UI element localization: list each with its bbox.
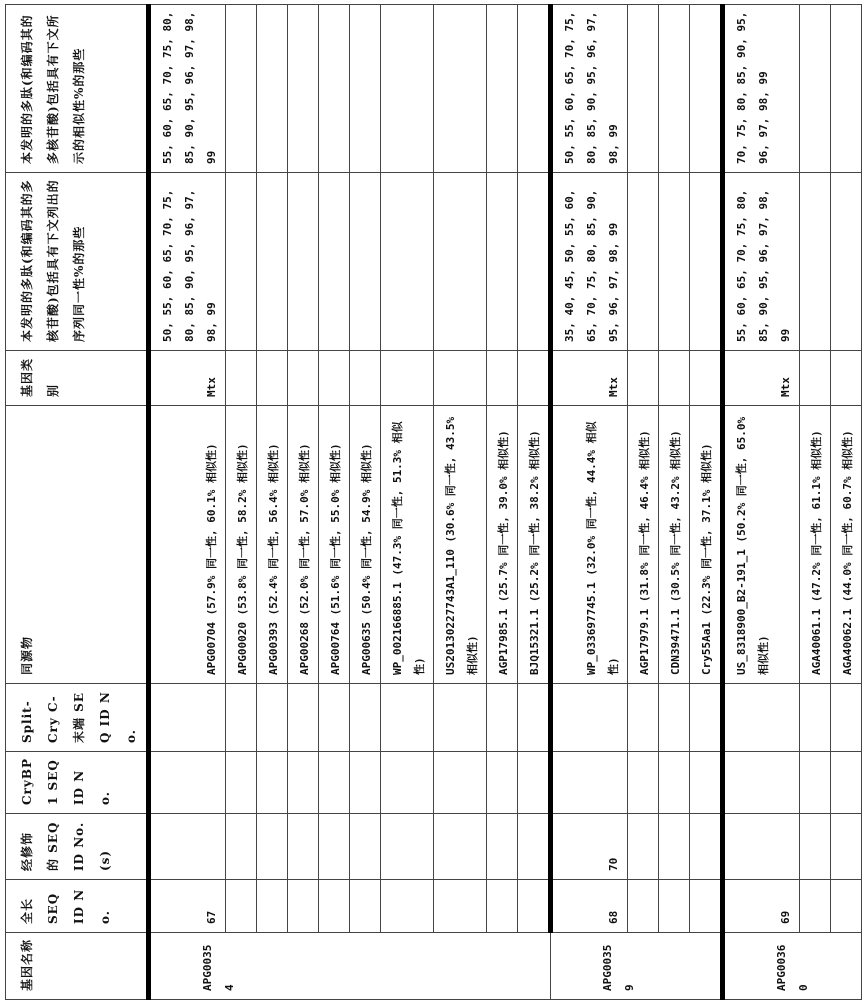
homolog: US_8318900_B2-191_1 (50.2% 同一性, 65.0% 相似性) — [723, 406, 800, 684]
homolog: US20130227743A1_110 (30.6% 同一性, 43.5% 相似性) — [434, 406, 487, 684]
homolog: APG00635 (50.4% 同一性, 54.9% 相似性) — [350, 406, 381, 684]
gene-name-text: APG00359 — [601, 944, 636, 991]
full-seq-id: 67 — [149, 880, 226, 933]
homolog: APG00704 (57.9% 同一性, 60.1% 相似性) — [149, 406, 226, 684]
table-row — [831, 5, 862, 1000]
similarity-values: 50, 55, 60, 65, 70, 75, 80, 85, 90, 95, 96, 97, 98, 99 — [551, 5, 628, 173]
table-row — [723, 5, 800, 1000]
modified-seq-id — [723, 814, 800, 880]
table-row — [800, 5, 831, 1000]
gene-name-text: APG00354 — [201, 944, 236, 991]
header-row — [6, 5, 149, 1000]
gene-name-text: APG00360 — [775, 944, 810, 991]
split-cry-seq-id — [149, 684, 226, 752]
table-row — [518, 5, 551, 1000]
homolog: AGP17979.1 (31.8% 同一性, 46.4% 相似性) — [628, 406, 659, 684]
similarity-values: 70, 75, 80, 85, 90, 95, 96, 97, 98, 99 — [723, 5, 800, 173]
split-cry-seq-id — [723, 684, 800, 752]
header-modified-seq-id: 经修饰的 SEQID No. (s) — [6, 814, 149, 880]
homolog: WP_033697745.1 (32.0% 同一性, 44.4% 相似性) — [551, 406, 628, 684]
gene-class: Mtx — [551, 351, 628, 406]
modified-seq-id — [149, 814, 226, 880]
homolog: AGA40061.1 (47.2% 同一性, 61.1% 相似性) — [800, 406, 831, 684]
header-identity: 本发明的多肽(和编码其的多核苷酸)包括具有下文列出的序列同一性%的那些 — [6, 173, 149, 351]
header-gene-class: 基因类别 — [6, 351, 149, 406]
table-row — [319, 5, 350, 1000]
header-crybp1-seq-id: CryBP1 SEQ ID No. — [6, 752, 149, 814]
homolog: APG00764 (51.6% 同一性, 55.0% 相似性) — [319, 406, 350, 684]
homolog: CDN39471.1 (30.5% 同一性, 43.2% 相似性) — [659, 406, 690, 684]
identity-values: 50, 55, 60, 65, 70, 75, 80, 85, 90, 95, 96, 97, 98, 99 — [149, 173, 226, 351]
crybp1-seq-id — [723, 752, 800, 814]
homolog: APG00393 (52.4% 同一性, 56.4% 相似性) — [257, 406, 288, 684]
table-row — [659, 5, 690, 1000]
homolog: WP_002166885.1 (47.3% 同一性, 51.3% 相似性) — [381, 406, 434, 684]
gene-name — [551, 933, 723, 1000]
table-row — [257, 5, 288, 1000]
gene-name — [723, 933, 862, 1000]
homolog: APG00268 (52.0% 同一性, 57.0% 相似性) — [288, 406, 319, 684]
similarity-values: 55, 60, 65, 70, 75, 80, 85, 90, 95, 96, 97, 98, 99 — [149, 5, 226, 173]
homolog: BJQ15321.1 (25.2% 同一性, 38.2% 相似性) — [518, 406, 551, 684]
modified-seq-id: 70 — [551, 814, 628, 880]
table-row — [434, 5, 487, 1000]
table-row — [551, 5, 628, 1000]
gene-class: Mtx — [723, 351, 800, 406]
table-row — [350, 5, 381, 1000]
header-full-seq-id: 全长 SEQ ID No. — [6, 880, 149, 933]
homolog: AGA40062.1 (44.0% 同一性, 60.7% 相似性) — [831, 406, 862, 684]
gene-class: Mtx — [149, 351, 226, 406]
header-similarity: 本发明的多肽(和编码其的多核苷酸)包括具有下文所示的相似性%的那些 — [6, 5, 149, 173]
identity-values: 55, 60, 65, 70, 75, 80, 85, 90, 95, 96, 97, 98, 99 — [723, 173, 800, 351]
full-seq-id: 69 — [723, 880, 800, 933]
full-seq-id: 68 — [551, 880, 628, 933]
table-row — [381, 5, 434, 1000]
table-row — [288, 5, 319, 1000]
crybp1-seq-id — [551, 752, 628, 814]
homolog-table — [5, 4, 862, 1000]
gene-name — [149, 933, 551, 1000]
table-row — [149, 5, 226, 1000]
header-split-cry-seq-id: Split-Cry C-末端 SEQ ID No. — [6, 684, 149, 752]
header-homologs: 同源物 — [6, 406, 149, 684]
table-row — [487, 5, 518, 1000]
table-row — [226, 5, 257, 1000]
table-row — [690, 5, 723, 1000]
identity-values: 35, 40, 45, 50, 55, 60, 65, 70, 75, 80, 85, 90, 95, 96, 97, 98, 99 — [551, 173, 628, 351]
table-row — [628, 5, 659, 1000]
homolog: APG00020 (53.8% 同一性, 58.2% 相似性) — [226, 406, 257, 684]
homolog: Cry55Aa1 (22.3% 同一性, 37.1% 相似性) — [690, 406, 723, 684]
homolog: AGP17985.1 (25.7% 同一性, 39.0% 相似性) — [487, 406, 518, 684]
crybp1-seq-id — [149, 752, 226, 814]
header-gene-name: 基因名称 — [6, 933, 149, 1000]
split-cry-seq-id — [551, 684, 628, 752]
